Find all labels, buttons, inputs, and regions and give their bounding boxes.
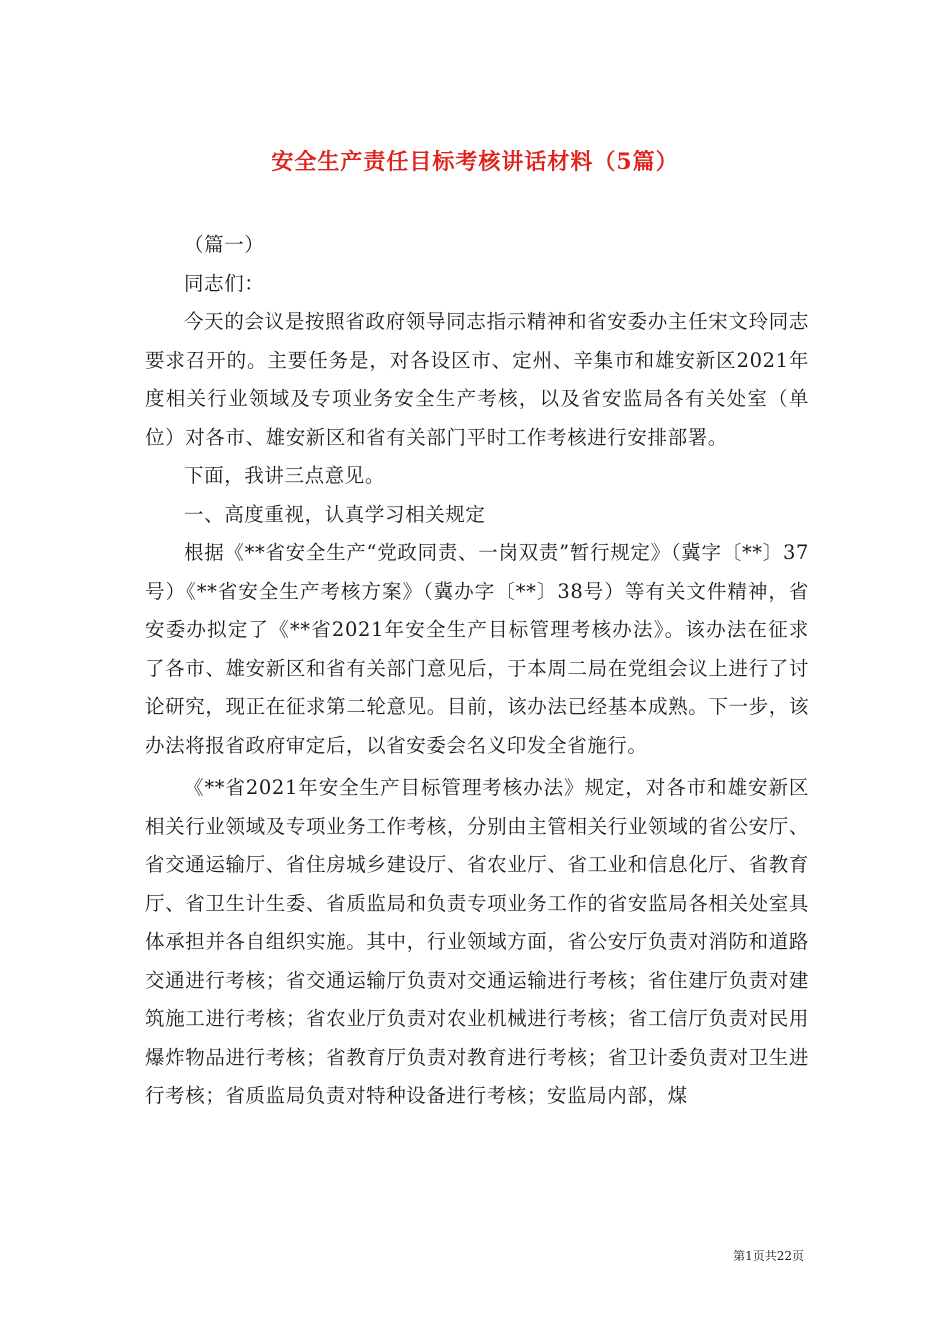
- document-title: 安全生产责任目标考核讲话材料（5篇）: [271, 148, 679, 175]
- document-body: [145, 226, 809, 1116]
- paragraph: 今天的会议是按照省政府领导同志指示精神和省安委办主任宋文玲同志要求召开的。主要任务是，对各设区市、定州、辛集市和雄安新区2021年度相关行业领域及专项业务安全生产考核，以及省安监局各有关处室（单位）对各市、雄安新区和省有关部门平时工作考核进行安排部署。: [145, 310, 809, 449]
- section-heading: （篇一）: [184, 233, 265, 256]
- salutation: 同志们：: [184, 271, 265, 295]
- paragraph: 《**省2021年安全生产目标管理考核办法》规定，对各市和雄安新区相关行业领域及专项业务工作考核，分别由主管相关行业领域的省公安厅、省交通运输厅、省住房城乡建设厅、省农业厅、省工业和信息化厅、省教育厅、省卫生计生委、省质监局和负责专项业务工作的省安监局各相关处室具体承担并各自组织实施。其中，行业领域方面，省公安厅负责对消防和道路交通进行考核；省交通运输厅负责对交通运输进行考核；省住建厅负责对建筑施工进行考核；省农业厅负责对农业机械进行考核；省工信厅负责对民用爆炸物品进行考核；省教育厅负责对教育进行考核；省卫计委负责对卫生进行考核；省质监局负责对特种设备进行考核；安监局内部，煤: [145, 776, 809, 1107]
- paragraph: 根据《**省安全生产“党政同责、一岗双责”暂行规定》（冀字〔**〕37号）《**省安全生产考核方案》（冀办字〔**〕38号）等有关文件精神，省安委办拟定了《**省2021年安全生产目标管理考核办法》。该办法在征求了各市、雄安新区和省有关部门意见后，于本周二局在党组会议上进行了讨论研究，现正在征求第二轮意见。目前，该办法已经基本成熟。下一步，该办法将报省政府审定后，以省安委会名义印发全省施行。: [145, 541, 809, 757]
- paragraph: 下面，我讲三点意见。: [184, 464, 386, 487]
- page-number: 第1页共22页: [733, 1249, 804, 1263]
- subheading: 一、高度重视，认真学习相关规定: [184, 502, 486, 526]
